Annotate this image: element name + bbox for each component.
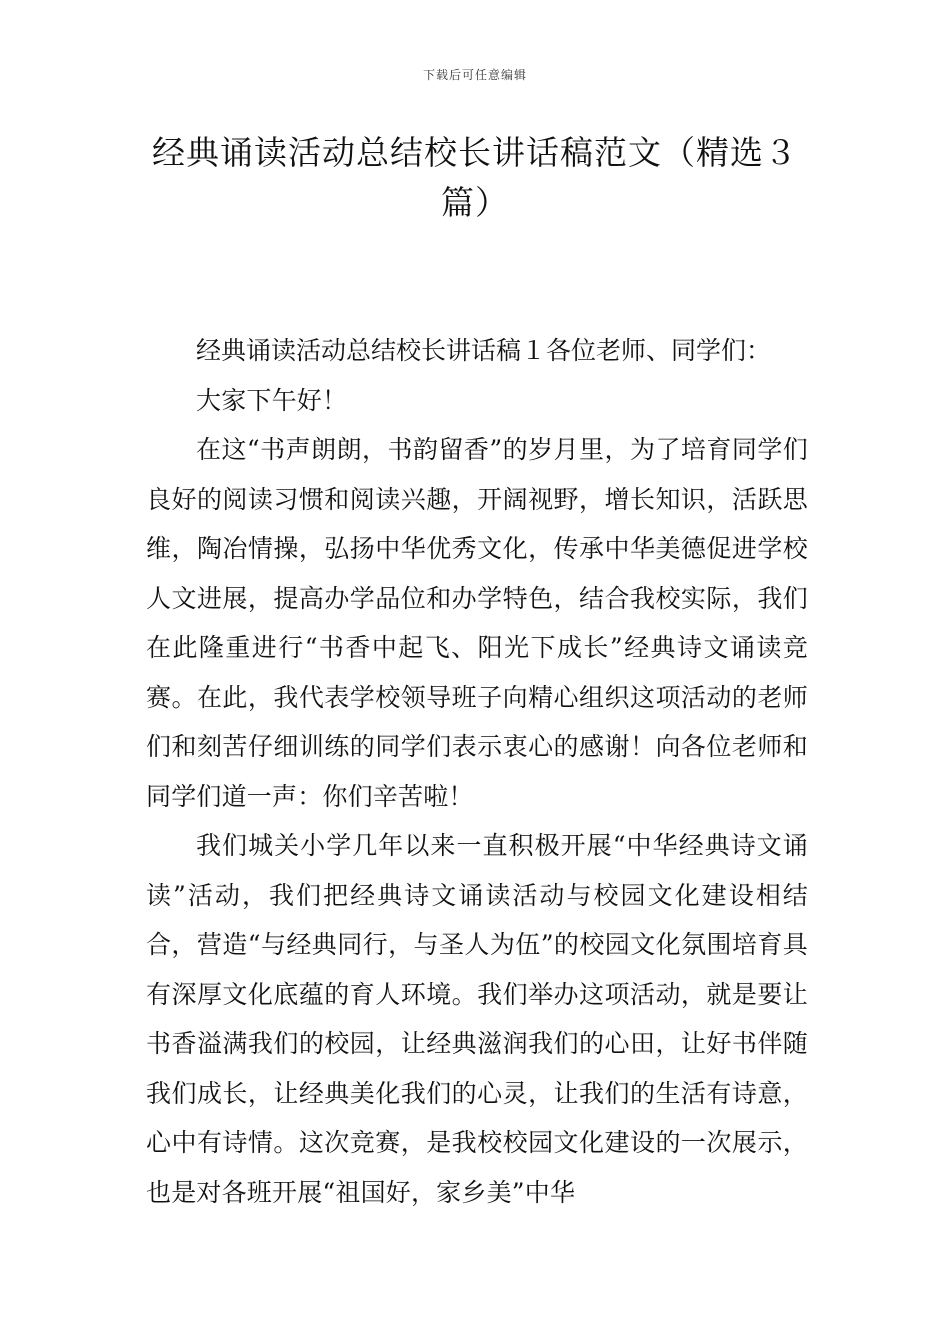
paragraph-body-1: 在这“书声朗朗，书韵留香”的岁月里，为了培育同学们良好的阅读习惯和阅读兴趣，开阔视野，增长知识，活跃思维，陶冶情操，弘扬中华优秀文化，传承中华美德促进学校人文进展，提高办学品位和办学特色，结合我校实际，我们在此隆重进行“书香中起飞、阳光下成长”经典诗文诵读竞赛。在此，我代表学校领导班子向精心组织这项活动的老师们和刻苦仔细训练的同学们表示衷心的感谢！向各位老师和同学们道一声：你们辛苦啦！: [146, 435, 808, 811]
paragraph-body-2: 我们城关小学几年以来一直积极开展“中华经典诗文诵读”活动，我们把经典诗文诵读活动与校园文化建设相结合，营造“与经典同行，与圣人为伍”的校园文化氛围培育具有深厚文化底蕴的育人环境。我们举办这项活动，就是要让书香溢满我们的校园，让经典滋润我们的心田，让好书伴随我们成长，让经典美化我们的心灵，让我们的生活有诗意，心中有诗情。这次竞赛，是我校校园文化建设的一次展示，也是对各班开展“祖国好，家乡美”中华: [146, 831, 808, 1207]
paragraph-salutation: 经典诵读活动总结校长讲话稿１各位老师、同学们：: [196, 336, 772, 365]
header-note: 下载后可任意编辑: [422, 68, 527, 82]
paragraph-greeting: 大家下午好！: [196, 385, 348, 415]
document-title: 经典诵读活动总结校长讲话稿范文（精选３篇）: [152, 133, 798, 222]
document-body: [146, 326, 808, 1217]
